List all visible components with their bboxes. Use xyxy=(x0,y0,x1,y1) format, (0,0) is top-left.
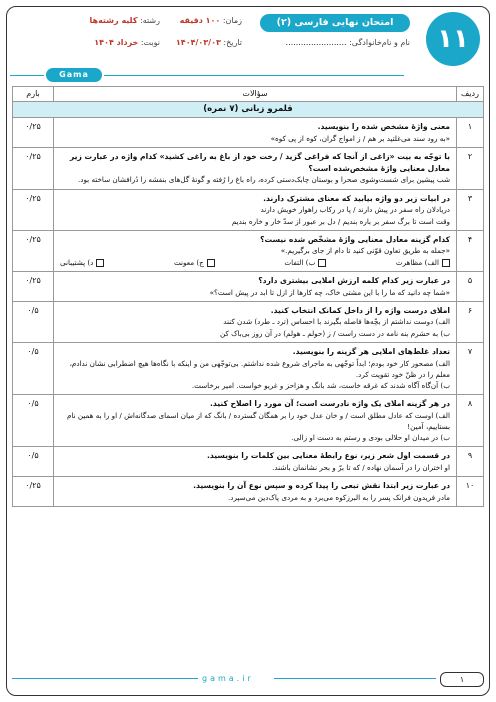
questions-table xyxy=(12,86,484,507)
question-text-line: الف) دوست نداشتم از بچّه‌ها فاصله بگیرند با احساس (ترد ـ طرد) شدن کنند xyxy=(223,317,450,327)
question-number: ۷ xyxy=(457,342,484,394)
question-text-line: مادر فریدون فرانک پسر را به البرزکوه می‌برد و به مردی پاک‌دین می‌سپرد. xyxy=(227,492,450,502)
header-row-number: ردیف xyxy=(457,87,484,102)
footer-line-right xyxy=(274,678,436,679)
field-row xyxy=(90,16,160,25)
question-content xyxy=(54,230,457,271)
checkbox-icon[interactable] xyxy=(207,259,215,267)
question-text-line: «شما چه دانید که ما را با این مشتی خاک، چه کارها از ازل تا ابد در پیش است؟» xyxy=(209,287,450,297)
question-score: ۰/۲۵ xyxy=(13,118,54,148)
answer-option-label: الف) مظاهرت xyxy=(395,257,439,267)
header-score: بارم xyxy=(13,87,54,102)
questions-body xyxy=(13,118,484,507)
answer-option-label: ب) التفات xyxy=(284,257,316,267)
question-title: املای درست واژه را از داخل کمانک انتخاب کنید. xyxy=(270,305,450,315)
question-row xyxy=(13,301,484,342)
question-row xyxy=(13,342,484,394)
question-title: معنی واژهٔ مشخص شده را بنویسید. xyxy=(317,122,450,131)
question-score: ۰/۲۵ xyxy=(13,147,54,189)
answer-option[interactable] xyxy=(174,257,215,268)
question-content xyxy=(54,271,457,301)
time-value: ۱۰۰ دقیقه xyxy=(179,16,221,25)
question-title: تعداد غلط‌های املایی هر گزینه را بنویسید. xyxy=(292,346,450,356)
question-number: ۴ xyxy=(457,230,484,271)
exam-header xyxy=(6,6,490,84)
question-content xyxy=(54,342,457,394)
answer-option[interactable] xyxy=(60,257,104,268)
question-content xyxy=(54,395,457,447)
question-row xyxy=(13,230,484,271)
time-label: زمان: xyxy=(222,16,242,25)
question-text-line: الف) اوست که عادل مطلق است / و خان عدل خود را بر همگان گسترده / بانگ که از میان اسمای صدگانه‌اش / او را به همین نام بستاییم، آمین! xyxy=(66,410,450,431)
question-title: در عبارت زیر کدام کلمه ارزش املایی بیشتری دارد؟ xyxy=(258,275,450,285)
field-value: کلیه رشته‌ها xyxy=(89,16,138,25)
question-number: ۲ xyxy=(457,147,484,189)
question-row xyxy=(13,395,484,447)
question-number: ۸ xyxy=(457,395,484,447)
question-number: ۹ xyxy=(457,447,484,477)
gama-logo: Gama xyxy=(46,68,102,82)
date-label: تاریخ: xyxy=(223,38,242,47)
question-score: ۰/۵ xyxy=(13,342,54,394)
checkbox-icon[interactable] xyxy=(96,259,104,267)
question-score: ۰/۲۵ xyxy=(13,477,54,507)
answer-options xyxy=(60,257,450,268)
header-divider-right xyxy=(104,75,404,76)
question-content xyxy=(54,477,457,507)
checkbox-icon[interactable] xyxy=(442,259,450,267)
time-row xyxy=(180,16,242,25)
question-row xyxy=(13,447,484,477)
question-content xyxy=(54,189,457,230)
question-content xyxy=(54,447,457,477)
question-row xyxy=(13,189,484,230)
page-footer xyxy=(12,672,484,686)
question-row xyxy=(13,477,484,507)
question-text-line: الف) مصحور کار خود بودم؛ ابداً توجّهی به ماجرای شروع شده نداشتم. بی‌توجّهی من و اینکه با نگاه‌ها هیچ اضطرابی نشان ندادم، معلم را در ظنّ خود تقویت کرد. xyxy=(69,358,450,379)
date-row xyxy=(176,38,242,47)
question-content xyxy=(54,118,457,148)
question-row xyxy=(13,147,484,189)
question-title: در هر گزینه املای یک واژه نادرست است؛ آن مورد را اصلاح کنید. xyxy=(210,399,450,408)
question-title: کدام گزینه معادل معنایی واژهٔ مشخّص شده نیست؟ xyxy=(260,234,450,244)
checkbox-icon[interactable] xyxy=(318,259,326,267)
question-text-line: او اختران را در آسمان نهاده / که تا برّ و بحر نشانمان باشند. xyxy=(272,463,450,472)
question-number: ۵ xyxy=(457,271,484,301)
student-name-row xyxy=(286,38,410,47)
session-row xyxy=(94,38,160,47)
question-score: ۰/۲۵ xyxy=(13,271,54,301)
answer-option-label: ج) معونت xyxy=(173,257,204,267)
question-score: ۰/۲۵ xyxy=(13,230,54,271)
question-row xyxy=(13,118,484,148)
name-value: ........................ xyxy=(285,38,347,47)
question-number: ۱ xyxy=(457,118,484,148)
exam-title: امتحان نهایی فارسی (۲) xyxy=(260,14,410,32)
question-text-line: ب) در میدان او حلالی بودی و رستم به دست او زالی. xyxy=(291,433,450,443)
answer-option[interactable] xyxy=(396,257,450,268)
section-title: قلمرو زبانی (۷ نمره) xyxy=(13,102,484,118)
question-text-line: ب) به حشرم بنه نامه در دست راست / ز (حولم ـ هولم) در آن روز بی‌باک کن xyxy=(219,328,450,338)
question-text-line: «به رود سند می‌غلتید بر هم / ز امواج گران، کوه از پی کوه» xyxy=(270,133,450,143)
answer-option-label: د) پشتیبانی xyxy=(60,257,94,267)
date-value: ۱۴۰۴/۰۳/۰۳ xyxy=(175,38,221,47)
header-questions: سؤالات xyxy=(54,87,457,102)
question-text-line: «جمله به طریق تعاون قوّتی کنید تا دام از جای برگیریم.» xyxy=(280,246,450,256)
session-label: نوبت: xyxy=(140,38,160,47)
page-number: ۱ xyxy=(440,672,484,687)
question-score: ۰/۵ xyxy=(13,301,54,342)
question-text-line: وقت است تا برگ سفر بر باره بندیم / دل بر عبور از سدّ خار و خاره بندیم xyxy=(231,216,450,226)
question-text-line: ب) آن‌گاه آگاه شدند که غرقه خاست، شد بانگ و هزاحز و غریو خواست. امیر برخاست. xyxy=(191,380,450,390)
question-number: ۱۰ xyxy=(457,477,484,507)
question-number: ۳ xyxy=(457,189,484,230)
question-title: در قسمت اول شعر زیر، نوع رابطهٔ معنایی بین کلمات را بنویسید. xyxy=(206,451,450,461)
site-url: gama.ir xyxy=(202,674,254,683)
question-score: ۰/۲۵ xyxy=(13,189,54,230)
header-divider-left xyxy=(10,75,44,76)
question-number: ۶ xyxy=(457,301,484,342)
question-score: ۰/۵ xyxy=(13,447,54,477)
question-text-line: دریادلان راه سفر در پیش دارند / پا در رکاب راهوار خویش دارند xyxy=(260,205,450,215)
footer-line-left xyxy=(12,678,198,679)
question-title: در ابیات زیر دو واژه بیابید که معنای مشترک دارند. xyxy=(263,193,450,203)
question-row xyxy=(13,271,484,301)
question-title: با توجّه به بیت «زاغی از آنجا که فراغی گزید / رخت خود از باغ به راغی کشید» کدام واژه در عبارت زیر معادل معنایی واژهٔ مشخص‌شده است؟ xyxy=(69,151,450,173)
question-title: در عبارت زیر ابتدا نقش تبعی را پیدا کرده و سپس نوع آن را بنویسید. xyxy=(193,481,450,491)
answer-option[interactable] xyxy=(284,257,326,268)
question-content xyxy=(54,147,457,189)
field-label: رشته: xyxy=(140,16,160,25)
question-text-line: شب پیشین برای شست‌وشوی صحرا و بوستان چابک‌دستی کرده، راه باغ را رُفته و گونهٔ گل‌های بنفشه را دُرافشان ساخته بود. xyxy=(77,175,450,185)
exam-number-badge: ۱۱ xyxy=(426,12,480,66)
question-content xyxy=(54,301,457,342)
name-label: نام و نام‌خانوادگی: xyxy=(349,38,410,47)
question-score: ۰/۵ xyxy=(13,395,54,447)
session-value: خرداد ۱۴۰۴ xyxy=(94,38,139,47)
